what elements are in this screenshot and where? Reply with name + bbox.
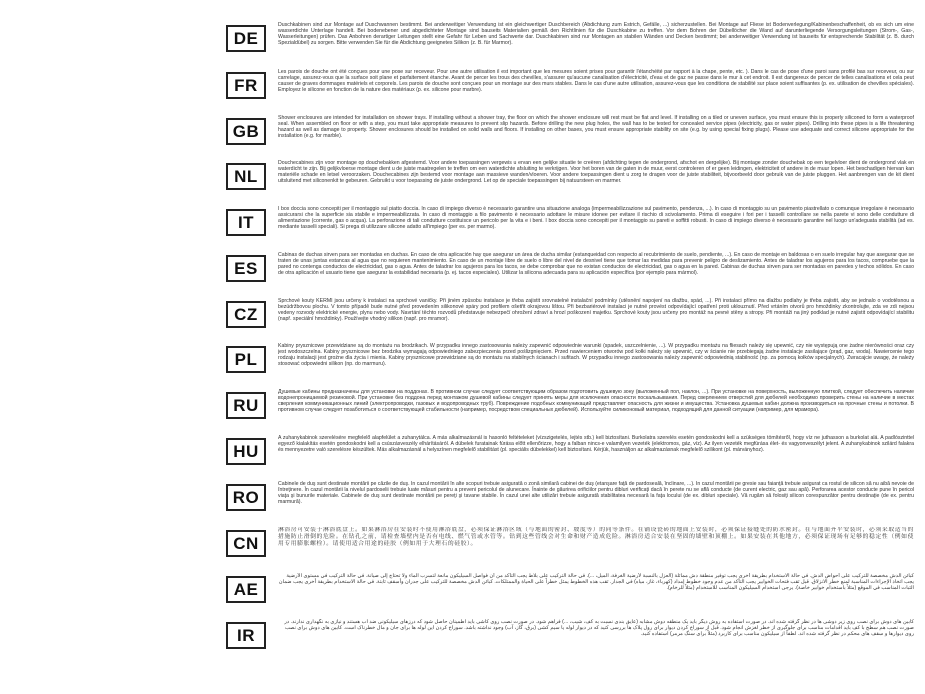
lang-code-ro: RO (226, 484, 266, 511)
lang-code-gb: GB (226, 118, 266, 145)
lang-text-es: Cabinas de duchas sirven para ser montadas en duchas. En caso de otra aplicación hay que asegurar un área de ducha similar (estanqueidad con respecto al recubrimiento de suelo, pendiente, ...). En caso de montaje en baldosas o en suelo irregular hay que asegurar que se traten de unas juntas estancas al agua que no requieren mantenimiento. En caso de un montaje libre de suelo o libre del nivel de desnivel tiene que tomar las medidas para prevenir peligro de deslizamiento. Antes de taladrar los agujeros para los tacos, compruebe que la pared no contenga conductos de electricidad, gas o agua. Antes de taladrar los agujeros para los tacos, se debe comprobar que no existan conductos de electricidad, gas o agua en la pared. Cabinas de duchas sirven para ser montadas en paredes y techos sólidos. En caso de otra aplicación el usuario tiene que asegurar la estabilidad necesaria (p. ej. tacos especiales). Utilizar la silicona adecuada para su aplicación específica (por ejemplo para mármol). (278, 252, 914, 277)
lang-row-ae (226, 573, 914, 615)
lang-text-cz: Sprchové kouty KERMI jsou určeny k instalaci na sprchové vaničky. Při jiném způsobu instalace je třeba zajistit srovnatelné instalační podmínky (utěsnění napojení na dlažbu, spád, ...). Při instalaci přímo na dlažbu podlahy je třeba zajistit, aby se jednalo o vodotěsnou a bezúdržbovou plochu. V tomto případě bude nutné před provedením silikonové spáry pod profilem ošetřit okrajovou lištou. Při bezbariérové instalaci je nutné provést odpovídající opatření proti uklouznutí. Před vrtáním otvorů pro hmoždinky zkontrolujte, zda ve zdi nejsou vedeny rozvody elektrické energie, plynu nebo vody. Navrtání těchto rozvodů představuje nebezpečí ohrožení zdraví a hrozí poškození majetku. Sprchové kouty jsou určeny pro montáž na pevné stěny a stropy. Při montáži na jiný podklad je nutné zajistit odpovídající stabilitu (např. speciální hmoždinky). Používejte vhodný silikon (např. pro mramor). (278, 298, 914, 323)
lang-text-gb: Shower enclosures are intended for installation on shower trays. If installing without a shower tray, the floor on which the shower enclosure will rest must be flat and level. If installing on a tiled or uneven surface, you must ensure this is properly siliconed to form a waterproof seal. When assembled on floor or with a step, you must take appropriate measures to prevent slip hazards. Before drilling the new plug holes, the wall has to be tested for concealed service pipes (electricity, gas or water pipes). Drilling into these pipes is a life threatening hazard as well as damage to property. Shower enclosures should be installed on solid walls and floors. If installing on other bases, you must ensure appropriate stability on site (e.g. by using special fixing plugs). Please use adequate and correct silicone appropriate for the installation (e.g. for marble). (278, 115, 914, 140)
lang-code-ir: IR (226, 622, 266, 649)
lang-code-es: ES (226, 255, 266, 282)
lang-row-ru (226, 389, 914, 431)
lang-code-ae: AE (226, 576, 266, 603)
lang-text-pl: Kabiny prysznicowe przewidziane są do montażu na brodzikach. W przypadku innego zastosowania należy zapewnić odpowiednie warunki (spadek, uszczelnienie, ...). W przypadku montażu na fliesach należy się upewnić, czy nie występują one żadne nierówności oraz czy jest wodoszczelna. Kabiny prysznicowe bez brodzika wymagają odpowiedniego zabezpieczenia przed poślizgnięciem. Przed nawierceniem otworów pod kołki należy się upewnić, czy w ścianie nie przebiegają żadne instalacje zasilające (prąd, gaz, woda). Nawiercenie tego rodzaju instalacji jest groźne dla życia i mienia. Kabiny prysznicowe przewidziane są do montażu na stabilnych ścianach i sufitach. W przypadku innego zastosowania należy zapewnić odpowiednią stabilność (np. za pomocą kołków specjalnych). Zwracajcie uwagę, że należy stosować odpowiedni silikon (np. do marmuru). (278, 343, 914, 368)
lang-text-ir: کابین های دوش برای نصب روی زیر دوشی ها در نظر گرفته شده اند. در صورت استفاده به روش دیگر باید یک منطقه دوش مشابه (عایق بندی نسبت به کف، شیب، ...) فراهم شود. در صورت نصب روی کاشی باید اطمینان حاصل شود که درزهای سیلیکونی ضد آب هستند و نیازی به نگهداری ندارند. در صورت نصب هم سطح با کف باید اقدامات مناسب برای جلوگیری از خطر لغزش انجام شود. قبل از سوراخ کردن دیوار برای رول پلاک ها بررسی کنید که در دیوار لوله یا سیم کشی (برق، گاز، آب) وجود نداشته باشد. سوراخ کردن این لوله ها برای جان و مال خطرناک است. کابین های دوش برای نصب روی دیوارها و سقف های محکم در نظر گرفته شده اند. لطفاً از سیلیکون مناسب برای کاربرد (مثلاً برای سنگ مرمر) استفاده کنید. (284, 619, 914, 638)
lang-row-cz (226, 298, 914, 340)
lang-text-nl: Douchecabines zijn voor montage op douchebakken afgestemd. Voor andere toepassingen vergewis u ervan een gelijke situatie te creëren (afdichting tegen de ondergrond, afschot en dergelijke). Bij montage zonder douchebak op een tegelvloer dient de ondergrond vlak en waterdicht te zijn. Bij gelijkvloerse montage dient u de juiste maatregelen te treffen om een waterdichte afsluiting te verkrijgen. Voor het boren van de gaten in de muur, eerst controleren of er geen leidingen, elektriciteit of andere in de muur lopen. Het beschadigen hiervan kan materiële schade en letsel veroorzaken. Douchecabines zijn bestemd voor montage aan massieve wanden/vloeren. Voor andere toepassingen dient u zorg te dragen voor de juiste stabiliteit, bijvoorbeeld door gebruik van de juiste pluggen. Het aanbrengen van de kit dient uitsluitend met siliconenkit te gebeuren. Gebruikt u voor toepassing de juiste ondergrond. Let op de speciale toepassingen bij natuursteen en marmer. (278, 160, 914, 185)
lang-row-de (226, 22, 914, 64)
lang-code-it: IT (226, 209, 266, 236)
lang-text-ro: Cabinele de duş sunt destinate montării pe căzile de duş. În cazul montării în alte scopuri trebuie asigurată o zonă similară cabinei de duş (etanşare faţă de pardoseală, înclinare, ...). În cazul montării pe gresie sau faianţă trebuie asigurat ca rostul de silicon să nu aibă nevoie de întreţinere. În cazul montării la nivelul pardoselii trebuie luate măsuri pentru a preveni pericolul de alunecare. Înainte de găurirea orificiilor pentru dibluri verificaţi dacă în perete nu se află conducte (de curent electric, gaz sau apă). Perforarea acestor conducte pune în pericol viaţa şi bunurile materiale. Cabinele de duş sunt destinate montării pe pereţi şi tavane stabile. În cazul unei alte utilizări trebuie asigurată stabilitatea necesară la faţa locului (de ex. dibluri speciale). Vă rugăm să folosiţi silicon corespunzător pentru destinaţie (de ex. pentru marmură). (278, 481, 914, 506)
lang-row-cn (226, 527, 914, 569)
lang-row-hu (226, 435, 914, 477)
lang-text-ae: كبائن الدش مخصصة للتركيب على أحواض الدش. في حالة الاستخدام بطريقة أخرى يجب توفير منطقة دش مماثلة (العزل بالنسبة لأرضية الغرفة، الميل، ...). في حالة التركيب على بلاط يجب التأكد من أن فواصل السيليكون مانعة لتسرب الماء ولا تحتاج إلى صيانة. في حالة التركيب في مستوى الأرضية يجب اتخاذ الإجراءات المناسبة لمنع خطر الانزلاق. قبل ثقب فتحات الخوابير يجب التأكد من عدم وجود خطوط إمداد (كهرباء، غاز، مياه) في الجدار. ثقب هذه الخطوط يمثل خطراً على الحياة والممتلكات. كبائن الدش مخصصة للتركيب على جدران وأسقف ثابتة. في حالة الاستخدام بطريقة أخرى يجب ضمان الثبات المناسب في الموقع (مثلاً باستخدام خوابير خاصة). يرجى استخدام السيليكون المناسب للاستخدام (مثلاً للرخام). (278, 573, 914, 592)
lang-code-pl: PL (226, 346, 266, 373)
lang-code-cz: CZ (226, 301, 266, 328)
lang-row-it (226, 206, 914, 248)
lang-row-ir (226, 619, 914, 661)
lang-row-nl (226, 160, 914, 202)
lang-row-gb (226, 115, 914, 157)
lang-text-hu: A zuhanykabinok szerelésére megfelelő alapfelület a zuhanytálca. A más alkalmazásnál is hasonló feltételeket (vízszigetelés, lejtés stb.) kell biztosítani. Burkolatra szerelés esetén gondoskodni kell a szükséges tömítésről, hogy víz ne juthasson a burkolat alá. A padlószinttel egyező kialakítás esetén gondoskodni kell a csúszásveszély elhárításáról. A dübelek furatainak fúrása előtt ellenőrizze, hogy a falban nincs-e valamilyen vezeték (elektromos, gáz, víz). Az ilyen vezeték megfúrása élet- és vagyonveszélyt jelent. A zuhanykabinok szilárd falakra és mennyezetre való szerelésre készültek. Más alkalmazásnál a helyszínen megfelelő stabilitást (pl. speciális dübelekkel) kell biztosítani. Kérjük, használjon az alkalmazásnak megfelelő szilikont (pl. márványhoz). (278, 435, 914, 454)
lang-code-de: DE (226, 25, 266, 52)
lang-code-fr: FR (226, 72, 266, 99)
lang-row-fr (226, 69, 914, 111)
lang-row-es (226, 252, 914, 294)
lang-code-nl: NL (226, 163, 266, 190)
lang-text-it: I box doccia sono concepiti per il montaggio sul piatto doccia. In caso di impiego diverso è necessario garantire una situazione analoga (impermeabilizzazione sul pavimento, pendenza, ...). In caso di montaggio su un pavimento piastrellato o comunque irregolare è necessario assicurarsi che la superficie sia stabile e impermeabilizzata. In caso di montaggio a filo pavimento è necessario adottare le misure idonee per evitare il rischio di scivolamento. Prima di eseguire i fori per i tasselli controllare se nella parete vi sono delle condutture di alimentazione (corrente, gas o acqua). La perforazione di tali condutture costituisce un pericolo per la vita e i beni. I box doccia sono concepiti per il montaggio su pareti e soffitti robusti. In caso di impiego diverso è necessario garantire nel luogo un'adeguata stabilità (ad es. mediante tasselli speciali). Si prega di utilizzare silicone adatto all'impiego (per es. per marmo). (278, 206, 914, 231)
lang-text-fr: Les parois de douche ont été conçues pour une pose sur receveur. Pour une autre utilisation il est important que les mesures soient prises pour garantir l'étanchéité par rapport à la chape, pente, etc. ). Dans le cas de pose d'une paroi sans profilé bas sur receveur, ou sur carrelage, assurez-vous que la surface soit plane et parfaitement étanche. Avant de percer les trous des chevilles, s'assurer qu'aucune canalisation d'électricité, d'eau et de gaz ne passe dans le mur à cet endroit. Il est dangereux de percer de telles canalisations et cela peut causer de graves dommages matériels et corporels. Les parois de douche sont conçues pour un montage sur des murs stables. Dans le cas d'une autre utilisation, assurez-vous que les conditions de stabilité sur place soient suffisantes (p. ex. utilisation de chevilles spéciales). Employez le silicone en fonction de la nature des matériaux (p. ex. silicone pour marbre). (278, 69, 914, 94)
lang-text-ru: Душевые кабины предназначены для установки на поддонах. В противном случае следует соответствующим образом подготовить душевую зону (выложенный пол, наклон, ...). При установке на поверхность, выложенную плиткой, следует обеспечить наличие водонепроницаемой резиновой. При установке без поддона перед монтажом душевой кабины следует принять меры для исключения опасности поскальзывания. Перед сверлением отверстий для дюбелей необходимо проверить стены на наличие в местах сверления коммуникационных линий (электропроводки, газовых и водопроводных труб). Повреждение подобных коммуникаций представляет опасность для жизни и имущества. Установка душевых кабин должна производиться на прочные стены и потолки. В противном случае следует позаботиться о соответствующей стабильности (например, посредством специальных дюбелей). Используйте силиконовый материал, подходящий для данной ситуации (например, для мрамора). (278, 389, 914, 414)
lang-text-cn: 淋浴房可安装于淋浴底盘上。如果淋浴房在安装时不使用淋浴底盘，必须保证淋浴区域（与地面的密封、坡度等）的同等条件。在铺设瓷砖的地面上安装时，必须保证接缝处的防水密封。在与地面齐平安装时，必须采取适当的措施防止滑倒的危险。在钻孔之前，请检查墙壁内是否有电线、燃气管或水管等。钻到这些管线会对生命和财产造成危险。淋浴房适合安装在坚固的墙壁和顶棚上。如果安装在其他地方，必须保证现场有足够的稳定性（例如使用专用膨胀螺栓）。请使用适合用途的硅胶（例如用于大理石的硅胶）。 (278, 527, 914, 548)
lang-code-hu: HU (226, 438, 266, 465)
lang-row-ro (226, 481, 914, 523)
lang-code-cn: CN (226, 530, 266, 557)
lang-text-de: Duschkabinen sind zur Montage auf Duschwannen bestimmt. Bei anderweitiger Verwendung ist ein gleichwertiger Duschbereich (Abdichtung zum Estrich, Gefälle, ...) sicherzustellen. Bei Montage auf Fliese ist Bodenverlegung/Kabinenbeschaffenheit, ob es sich um eine wasserdichte Unterlage handelt. Bei bodenebener und abgedichteter Montage sind bauseits Materialien gemäß den Richtlinien für die Duschkabine zu treffen. Vor dem Bohren der Dübellöcher die Wand auf darunterliegende Versorgungsleitungen (Strom-, Gas-, Wasserleitungen) prüfen. Das Anbohren derartiger Leitungen stellt eine Gefahr für Leben und Sachwerte dar. Duschkabinen sind nur Montagen an stabilen Wänden und Decken bestimmt; bei anderweitiger Verwendung ist bauseits für entsprechende Stabilität (z. B. durch Spezialdübel) zu sorgen. Bitte verwenden Sie für die Abdichtung geeignetes Silikon (z. B. für Marmor). (278, 22, 914, 47)
lang-code-ru: RU (226, 392, 266, 419)
lang-row-pl (226, 343, 914, 385)
